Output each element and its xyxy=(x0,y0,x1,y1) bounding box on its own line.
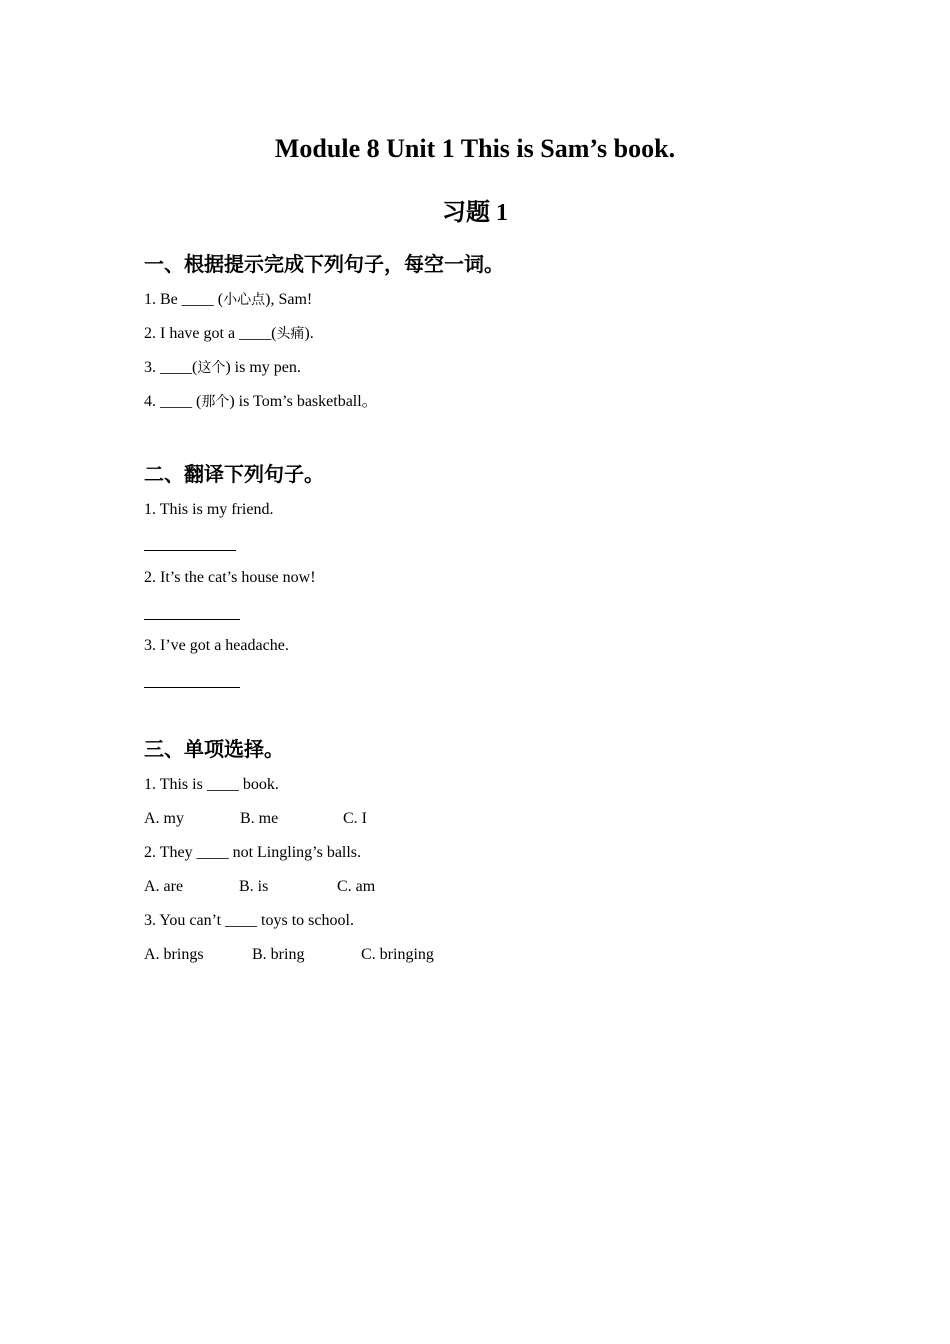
item-text: 2. I have got a ____( xyxy=(144,325,277,342)
section-1-item xyxy=(144,323,314,345)
option-a: A. brings xyxy=(144,946,204,963)
option-c: C. am xyxy=(337,878,376,895)
option-b: B. bring xyxy=(252,946,305,963)
item-text: ), Sam! xyxy=(265,291,313,308)
page-title: Module 8 Unit 1 This is Sam’s book. xyxy=(274,134,676,163)
section-2-item: 2. It’s the cat’s house now! xyxy=(144,569,316,586)
section-1-heading: 一、根据提示完成下列句子，每空一词。 xyxy=(144,252,504,276)
item-hint: 这个 xyxy=(197,360,226,376)
item-text: ). xyxy=(304,325,314,342)
question-text: 1. This is ____ book. xyxy=(144,776,279,793)
option-a: A. my xyxy=(144,810,184,827)
option-b: B. is xyxy=(239,878,269,895)
section-1-item xyxy=(144,289,312,311)
item-hint: 小心点 xyxy=(223,292,266,308)
answer-line xyxy=(144,687,240,688)
section-2-heading: 二、翻译下列句子。 xyxy=(144,462,324,486)
option-c: C. bringing xyxy=(361,946,434,963)
item-hint: 那个 xyxy=(201,394,230,410)
page-subtitle: 习题 1 xyxy=(442,200,508,226)
item-text: 4. ____ ( xyxy=(144,393,202,410)
item-text: ) is Tom’s basketball。 xyxy=(229,393,378,410)
option-b: B. me xyxy=(240,810,279,827)
answer-line xyxy=(144,550,236,551)
section-2-item: 1. This is my friend. xyxy=(144,501,274,518)
answer-line xyxy=(144,619,240,620)
question-text: 3. You can’t ____ toys to school. xyxy=(144,912,354,929)
option-a: A. are xyxy=(144,878,184,895)
section-1-item xyxy=(144,391,378,413)
item-text: ) is my pen. xyxy=(225,359,301,376)
section-1-item xyxy=(144,357,301,379)
option-c: C. I xyxy=(343,810,367,827)
item-text: 1. Be ____ ( xyxy=(144,291,224,308)
section-3-heading: 三、单项选择。 xyxy=(144,737,284,761)
item-text: 3. ____( xyxy=(144,359,198,376)
section-2-item: 3. I’ve got a headache. xyxy=(144,637,289,654)
question-text: 2. They ____ not Lingling’s balls. xyxy=(144,844,362,861)
item-hint: 头痛 xyxy=(276,326,305,342)
